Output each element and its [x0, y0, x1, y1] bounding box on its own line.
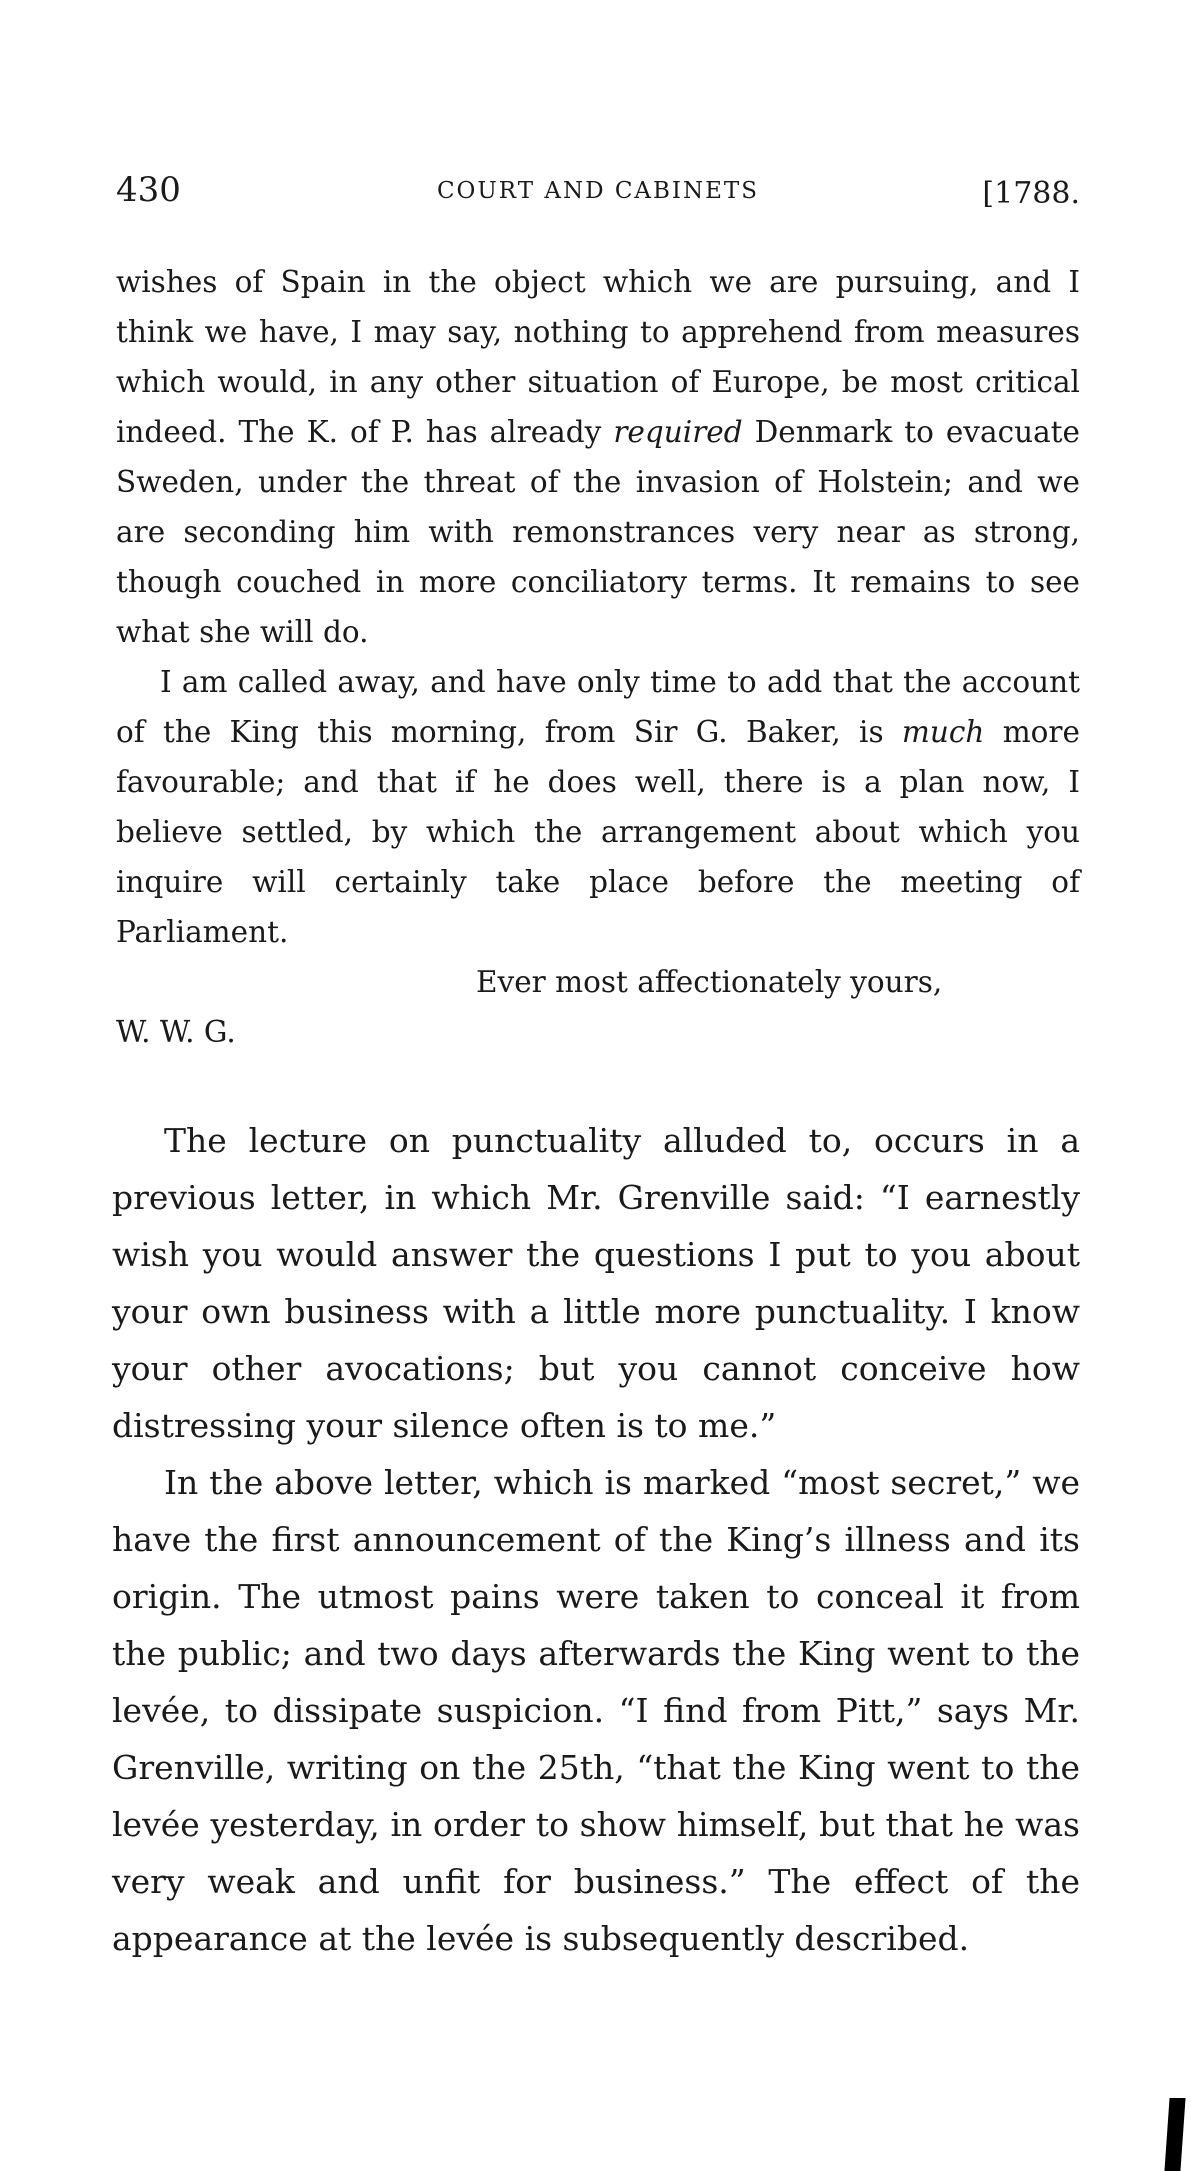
page-number: 430	[116, 170, 181, 210]
letter-paragraph-2-start: I am called away, and have only time to add that the account of the King this morning, from Sir G. Baker, is	[116, 665, 1080, 749]
letter-text	[116, 257, 1080, 1057]
letter-paragraph-1-text: wishes of Spain in the object which we are pursuing, and I think we have, I may say, nothing to apprehend from measures which would, in any other situation of Europe, be most critical indeed. The K. of P. has already	[116, 265, 1080, 449]
letter-paragraph	[116, 657, 1080, 957]
letter-closing: Ever most affectionately yours,	[476, 965, 943, 999]
header-year: [1788.	[982, 176, 1080, 211]
letter-paragraph	[116, 257, 1080, 657]
emphasis-required: required	[613, 415, 743, 449]
running-title: COURT AND CABINETS	[436, 178, 760, 204]
emphasis-much: much	[901, 715, 985, 749]
commentary-paragraph: In the above letter, which is marked “most secret,” we have the first announcement of the King’s illness and its origin. The utmost pains were taken to conceal it from the public; and two days afterwards the King went to the levée, to dissipate suspicion. “I find from Pitt,” says Mr. Grenville, writing on the 25th, “that the King went to the levée yesterday, in order to show himself, but that he was very weak and unfit for business.” The effect of the appearance at the levée is subsequently described.	[112, 1463, 1080, 1958]
letter-paragraph-1-end: Denmark to evacuate Sweden, under the threat of the invasion of Holstein; and we are seconding him with remonstrances very near as strong, though couched in more conciliatory terms. It remains to see what she will do.	[116, 415, 1080, 649]
letter-signature: W. W. G.	[116, 1015, 236, 1049]
letter-paragraph-2-end: more favourable; and that if he does well, there is a plan now, I believe settled, by which the arrangement about which you inquire will certainly take place before the meeting of Parliament.	[116, 715, 1080, 949]
commentary-paragraph: The lecture on punctuality alluded to, occurs in a previous letter, in which Mr. Grenville said: “I earnestly wish you would answer the questions I put to you about your own business with a little more punctuality. I know your other avocations; but you cannot conceive how distressing your silence often is to me.”	[112, 1121, 1080, 1445]
page-edge-mark	[1164, 2098, 1185, 2171]
page-header	[116, 170, 1080, 220]
commentary-text	[112, 1112, 1080, 1967]
